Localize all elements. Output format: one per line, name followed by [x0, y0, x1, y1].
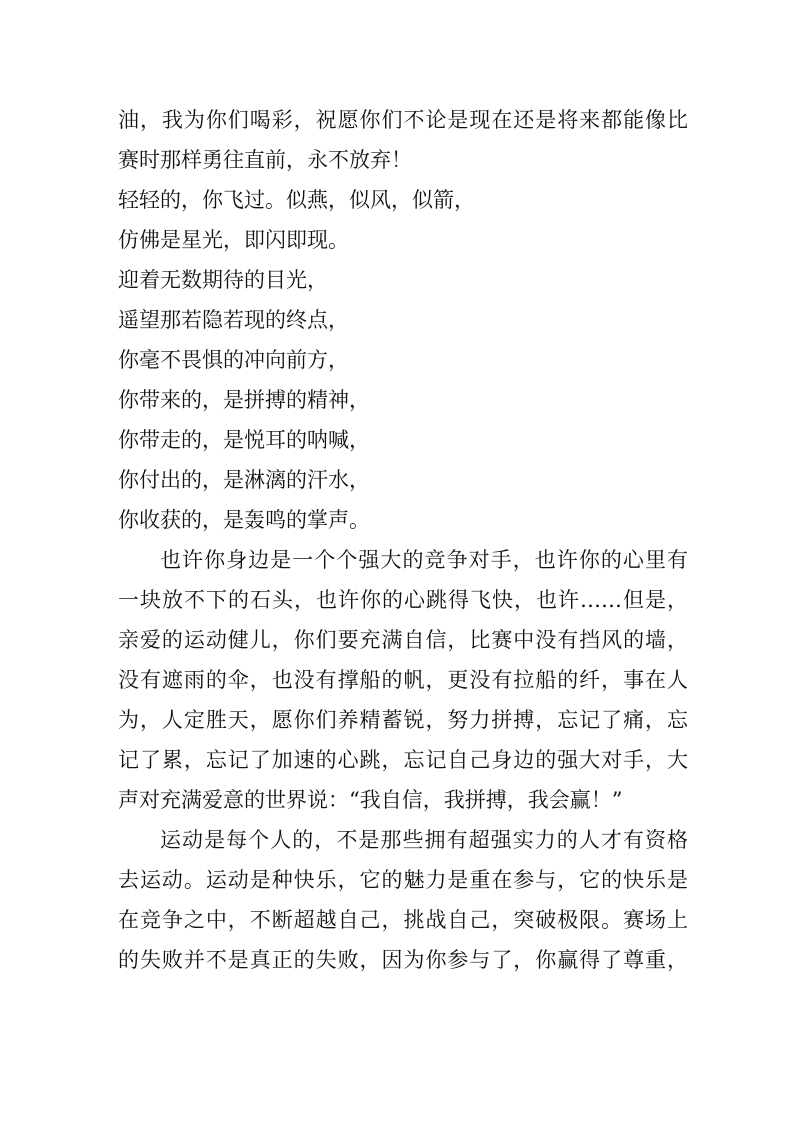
poem-line: 你毫不畏惧的冲向前方， [118, 348, 349, 372]
text-line: 去运动。运动是种快乐，它的魅力是重在参与，它的快乐是 [118, 868, 688, 892]
text-line: 声对充满爱意的世界说：“我自信，我拼搏，我会赢！” [118, 788, 623, 812]
poem-line: 仿佛是星光，即闪即现。 [118, 228, 349, 252]
poem-line: 你带来的，是拼搏的精神， [118, 388, 370, 412]
body-text [118, 100, 688, 980]
text-line: 没有遮雨的伞，也没有撑船的帆，更没有拉船的纤，事在人 [118, 668, 688, 692]
poem-line: 遥望那若隐若现的终点， [118, 308, 349, 332]
text-line: 在竞争之中，不断超越自己，挑战自己，突破极限。赛场上 [118, 908, 688, 932]
text-line: 亲爱的运动健儿，你们要充满自信，比赛中没有挡风的墙， [118, 628, 688, 652]
text-line: 记了累，忘记了加速的心跳，忘记自己身边的强大对手，大 [118, 748, 688, 772]
paragraph-start: 也许你身边是一个个强大的竞争对手，也许你的心里有 [160, 548, 688, 572]
poem-line: 迎着无数期待的目光， [118, 268, 328, 292]
text-line: 一块放不下的石头，也许你的心跳得飞快，也许……但是， [118, 588, 688, 612]
poem-line: 轻轻的，你飞过。似燕，似风，似箭， [118, 188, 475, 212]
poem-line: 你付出的，是淋漓的汗水， [118, 468, 370, 492]
text-line: 赛时那样勇往直前，永不放弃！ [118, 148, 412, 172]
text-line: 为，人定胜天，愿你们养精蓄锐，努力拼搏，忘记了痛，忘 [118, 708, 688, 732]
text-line: 油，我为你们喝彩，祝愿你们不论是现在还是将来都能像比 [118, 108, 688, 132]
paragraph-start: 运动是每个人的，不是那些拥有超强实力的人才有资格 [160, 828, 688, 852]
poem-line: 你带走的，是悦耳的呐喊， [118, 428, 370, 452]
text-line: 的失败并不是真正的失败，因为你参与了，你赢得了尊重， [118, 948, 688, 972]
poem-line: 你收获的，是轰鸣的掌声。 [118, 508, 370, 532]
